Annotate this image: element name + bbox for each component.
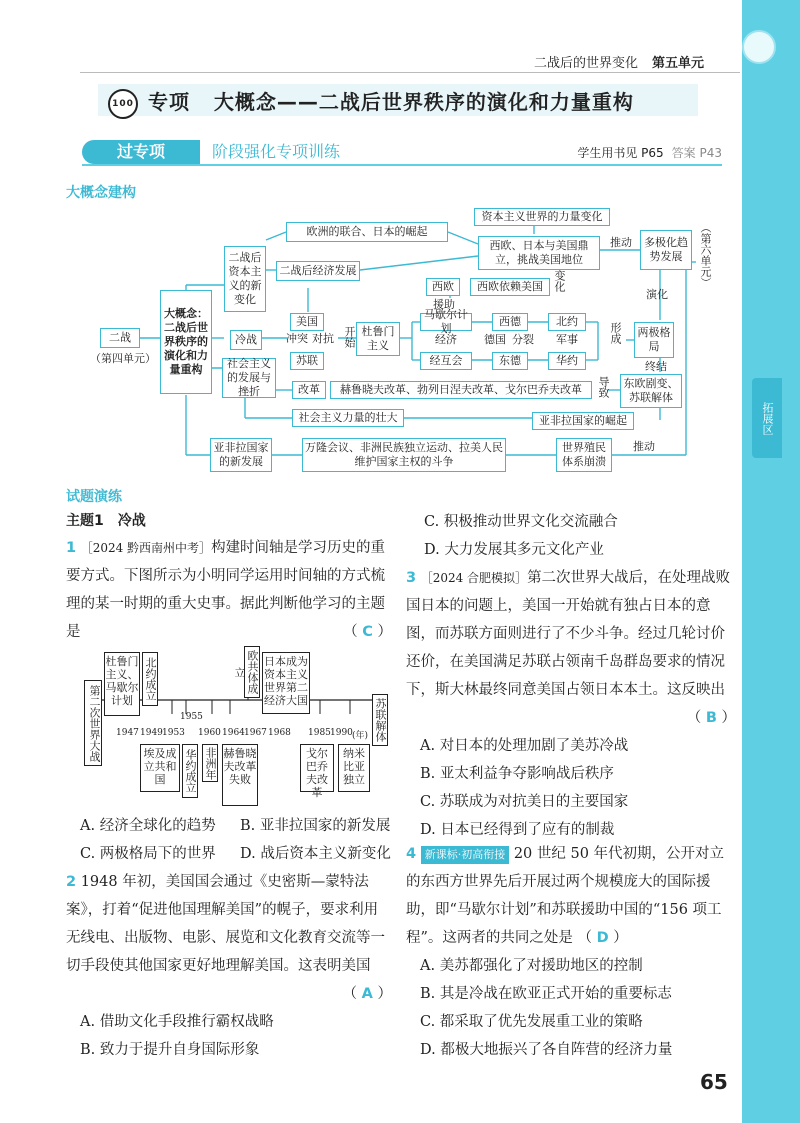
label-start: 开始	[343, 326, 356, 348]
box-socialism: 社会主义的发展与挫折	[222, 358, 276, 398]
q4-option-a[interactable]: A. 美苏都强化了对援助地区的控制	[420, 958, 643, 974]
question-2: 2 1948 年初，美国国会通过《史密斯—蒙特法案》，打着“促进他国理解美国”的幌子，要求利用无线电、出版物、电影、展览和文化教育交流等一切手段使其他国家更好地理解美国。这表明美国 （ A ） A. 借助文化手段推行霸权战略 B. 致力于提升自身国际形象	[66, 868, 392, 1064]
year-1964: 1964	[222, 728, 245, 738]
box-capitalism: 二战后资本主义的新变化	[224, 246, 266, 312]
year-1955: 1955	[180, 712, 203, 722]
box-europe-japan: 欧洲的联合、日本的崛起	[286, 222, 448, 242]
year-1953: 1953	[162, 728, 185, 738]
box-marshall: 马歇尔计划	[420, 313, 472, 331]
label-form: 形成	[609, 322, 622, 344]
q2-answer: A	[361, 986, 373, 1002]
label-end: 终结	[645, 360, 667, 373]
q3-option-c[interactable]: C. 苏联成为对抗美日的主要国家	[420, 794, 629, 810]
box-growth: 社会主义力量的壮大	[292, 409, 404, 427]
special-label: 专项	[148, 90, 190, 114]
year-1947: 1947	[116, 728, 139, 738]
box-warsaw: 华约	[548, 352, 586, 370]
box-multipolar: 多极化趋势发展	[640, 230, 692, 270]
timeline-top-3: 欧共体成立	[244, 646, 260, 698]
erzhan-note: （第四单元）	[90, 352, 156, 365]
banner-tag: 过专项	[82, 140, 200, 164]
q3-answer: B	[705, 710, 717, 726]
box-nato: 北约	[548, 313, 586, 331]
q1-option-b[interactable]: B. 亚非拉国家的新发展	[240, 818, 391, 834]
label-aid: 援助	[433, 298, 455, 311]
year-1967: 1967	[244, 728, 267, 738]
q4-option-d[interactable]: D. 都极大地振兴了各自阵营的经济力量	[420, 1042, 673, 1058]
timeline-top-4: 日本成为资本主义世界第二经济大国	[262, 652, 310, 714]
year-unit: (年)	[352, 731, 369, 741]
banner-subtitle: 阶段强化专项训练	[212, 142, 341, 161]
star-badge-icon: 100	[108, 89, 138, 119]
timeline-start: 第二次世界大战	[84, 680, 102, 766]
label-push2: 推动	[633, 440, 655, 453]
box-econ-dev: 二战后经济发展	[276, 261, 360, 281]
label-push: 推动	[610, 236, 632, 249]
q1-option-a[interactable]: A. 经济全球化的趋势	[80, 818, 216, 834]
box-reforms: 赫鲁晓夫改革、勃列日涅夫改革、戈尔巴乔夫改革	[330, 381, 592, 399]
q3-option-b[interactable]: B. 亚太利益争夺影响战后秩序	[420, 766, 614, 782]
q2-option-a[interactable]: A. 借助文化手段推行霸权战略	[80, 1014, 274, 1030]
box-w-germany: 西德	[492, 313, 528, 331]
box-rise: 亚非拉国家的崛起	[532, 412, 634, 430]
q1-stem: 构建时间轴是学习历史的重要方式。下图所示为小明同学运用时间轴的方式梳理的某一时期的重大史事。据此判断他学习的主题是	[66, 540, 386, 640]
question-4: 4 新课标·初高衔接 20 世纪 50 年代初期，公开对立的东西方世界先后开展过两个规模庞大的国际援助，即“马歇尔计划”和苏联援助中国的“156 项工程”。这两者的共同之处是 （ D ） A. 美苏都强化了对援助地区的控制 B. 其是冷战在欧亚正式开始的重要标志 C. 都采取了优先发展重工业的策略 D. 都极大地振兴了各自阵营的经济力量	[406, 840, 736, 1064]
q2-option-c[interactable]: C. 积极推动世界文化交流融合	[424, 514, 618, 530]
q1-options	[80, 812, 400, 868]
concept-heading: 大概念建构	[66, 185, 136, 201]
timeline-top-1: 杜鲁门主义、马歇尔计划	[104, 652, 140, 716]
label-confront: 对抗	[312, 332, 334, 345]
box-comecon: 经互会	[420, 352, 472, 370]
q3-stem: 第二次世界大战后，在处理战败国日本的问题上，美国一开始就有独占日本的意图，而苏联方面则进行了不少斗争。经过几轮讨价还价，在美国满足苏联占领南千岛群岛要求的情况下，斯大林最终同意美国占领日本本土。这反映出	[406, 570, 731, 698]
timeline-bottom-6: 纳米比亚独立	[338, 744, 370, 792]
q4-option-c[interactable]: C. 都采取了优先发展重工业的策略	[420, 1014, 643, 1030]
answer-ref: 答案 P43	[671, 146, 722, 160]
box-cap-power: 资本主义世界的力量变化	[474, 208, 610, 226]
box-bipolar: 两极格局	[634, 322, 674, 358]
box-afla: 亚非拉国家的新发展	[210, 438, 272, 472]
timeline-bottom-4: 赫鲁晓夫改革失败	[222, 744, 258, 806]
unit-number: 第五单元	[652, 56, 705, 71]
topic-heading: 主题1 冷战	[66, 513, 146, 529]
q3-number: 3	[406, 570, 417, 586]
question-1: 1 ［2024 黔西南州中考］构建时间轴是学习历史的重要方式。下图所示为小明同学运用时间轴的方式梳理的某一时期的重大史事。据此判断他学习的主题是 （ C ）	[66, 540, 392, 640]
box-ussr: 苏联	[290, 352, 324, 370]
q2-options-cont	[418, 508, 736, 564]
q1-source: ［2024 黔西南州中考］	[80, 541, 212, 555]
q4-option-b[interactable]: B. 其是冷战在欧亚正式开始的重要标志	[420, 986, 672, 1002]
q1-number: 1	[66, 540, 77, 556]
year-1985: 1985	[308, 728, 331, 738]
label-germany: 德国	[484, 333, 506, 346]
side-tab[interactable]: 拓展区	[752, 378, 782, 458]
q2-option-d[interactable]: D. 大力发展其多元文化产业	[424, 542, 604, 558]
page-number: 65	[700, 1070, 728, 1094]
timeline-bottom-3: 非洲年	[202, 744, 218, 782]
box-reform: 改革	[292, 381, 326, 399]
box-truman: 杜鲁门主义	[356, 322, 400, 356]
q2-option-b[interactable]: B. 致力于提升自身国际形象	[80, 1042, 260, 1058]
box-erzhan: 二战	[100, 328, 140, 348]
q1-answer: C	[362, 624, 373, 640]
label-lead: 导致	[597, 376, 610, 398]
q4-stem: 20 世纪 50 年代初期，公开对立的东西方世界先后开展过两个规模庞大的国际援助，即“马歇尔计划”和苏联援助中国的“156 项工程”。这两者的共同之处是	[406, 846, 725, 946]
box-core-concept: 大概念：二战后世界秩序的演化和力量重构	[160, 290, 212, 394]
q1-option-c[interactable]: C. 两极格局下的世界	[80, 846, 216, 862]
label-evolve: 演化	[646, 288, 668, 301]
q3-option-d[interactable]: D. 日本已经得到了应有的制裁	[420, 822, 615, 838]
title-main: 大概念——二战后世界秩序的演化和力量重构	[213, 90, 634, 114]
year-1990: 1990	[330, 728, 353, 738]
label-econ: 经济	[435, 333, 457, 346]
box-collapse: 东欧剧变、苏联解体	[620, 374, 682, 408]
year-1960: 1960	[198, 728, 221, 738]
timeline-end: 苏联解体	[372, 694, 388, 746]
timeline-top-2: 北约成立	[142, 652, 158, 706]
box-west-eu: 西欧	[426, 278, 460, 296]
q4-tag: 新课标·初高衔接	[421, 846, 510, 864]
label-military: 军事	[556, 333, 578, 346]
timeline-bottom-1: 埃及成立共和国	[140, 744, 180, 792]
q4-answer: D	[596, 930, 609, 946]
label-change: 变化	[553, 270, 566, 292]
sixth-unit-note: （第六单元）	[699, 222, 712, 288]
q1-option-d[interactable]: D. 战后资本主义新变化	[240, 846, 391, 862]
practice-heading: 试题演练	[66, 489, 122, 505]
q2-number: 2	[66, 874, 77, 890]
year-1968: 1968	[268, 728, 291, 738]
box-colonial: 世界殖民体系崩溃	[556, 438, 612, 472]
q2-stem: 1948 年初，美国国会通过《史密斯—蒙特法案》，打着“促进他国理解美国”的幌子，要求利用无线电、出版物、电影、展览和文化教育交流等一切手段使其他国家更好地理解美国。这表明美国	[66, 874, 385, 974]
unit-title: 二战后的世界变化	[534, 56, 639, 71]
box-e-germany: 东德	[492, 352, 528, 370]
box-coldwar: 冷战	[230, 330, 262, 350]
box-west-depend: 西欧依赖美国	[470, 278, 550, 296]
year-1949: 1949	[140, 728, 163, 738]
box-movements: 万隆会议、非洲民族独立运动、拉美人民维护国家主权的斗争	[302, 438, 506, 472]
label-split: 分裂	[512, 333, 534, 346]
q3-option-a[interactable]: A. 对日本的处理加剧了美苏冷战	[420, 738, 629, 754]
question-3: 3 ［2024 合肥模拟］第二次世界大战后，在处理战败国日本的问题上，美国一开始就有独占日本的意图，而苏联方面则进行了不少斗争。经过几轮讨价还价，在美国满足苏联占领南千岛群岛要求的情况下，斯大林最终同意美国占领日本本土。这反映出 （ B ） A. 对日本的处理加剧了美苏冷战 B. 亚太利益争夺影响战后秩序 C. 苏联成为对抗美日的主要国家 D. 日本已经得到了应有的制裁	[406, 564, 736, 844]
timeline-bottom-5: 戈尔巴乔夫改革	[300, 744, 334, 792]
student-book-ref: 学生用书见 P65	[577, 146, 664, 160]
box-usa: 美国	[290, 313, 324, 331]
timeline-bottom-2: 华约成立	[182, 744, 198, 798]
label-conflict: 冲突	[286, 332, 308, 345]
q4-number: 4	[406, 846, 417, 862]
q3-source: ［2024 合肥模拟］	[420, 571, 528, 585]
box-tripod: 西欧、日本与美国鼎立，挑战美国地位	[478, 236, 600, 270]
